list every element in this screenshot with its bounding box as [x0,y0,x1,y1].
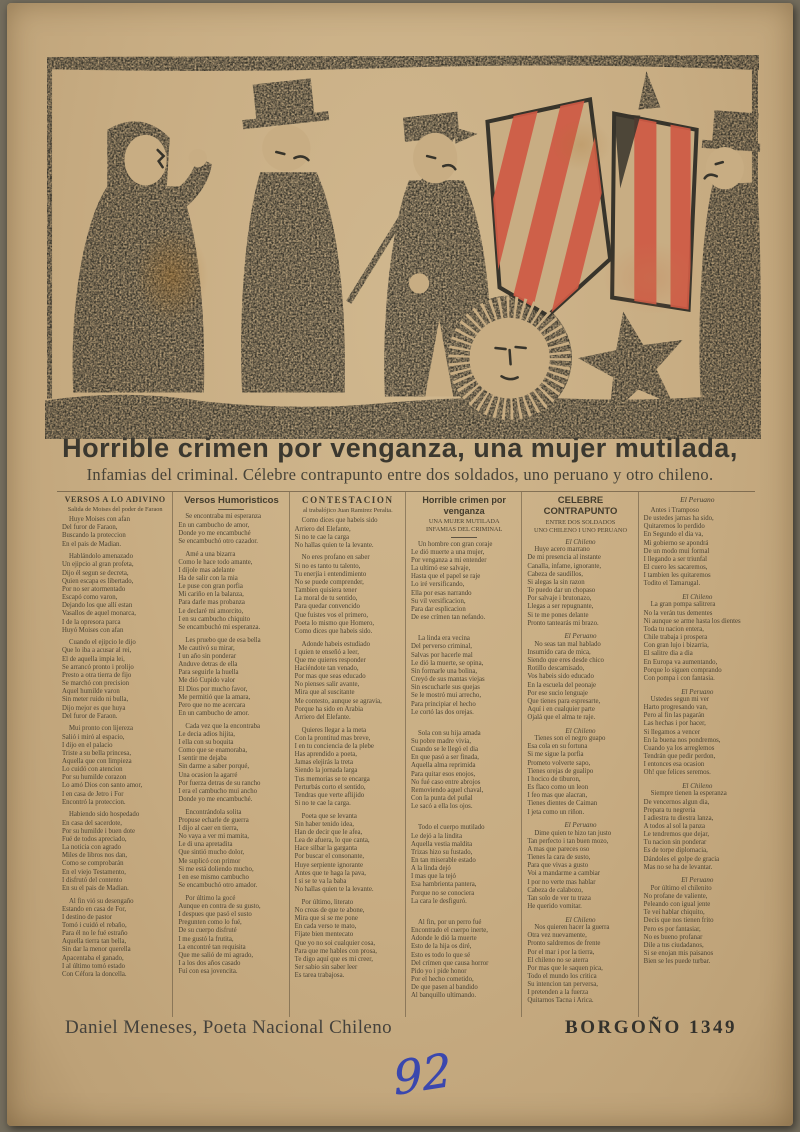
speaker-label: El Chileno [682,593,713,602]
stanza: Por último la gocé Aunque en contra de su gusto, I despues que pasó el susto Pregunten como lo fué, De su cuerpo disfruté I me gustó la frutita, La encontré tan requisita Que me salió de mi agrado, I a los dos años casado Fuí con esa jovencita. [178,894,261,976]
column-title: Horrible crimen por venganza [422,495,506,516]
stanza: Un hombre con gran coraje Le dió muerte a una mujer, Por venganza a mi entender La ultimó ese salvaje, Hasta que el papel se raje Lo iré versificando, Ella por esas narrando Su vil versificacion, Para dar esplicacion De ese crímen tan nefando. [411,540,493,622]
broadside-paper [7,3,793,1126]
column-title: El Peruano [680,495,715,504]
stanza: Habiendo sido hospedado En casa del sacerdote, Por su humilde i buen dote Fué de todos apreciado, La noticia con agrado Miles de libros nos dan, Como se comprobarán En el viejo Testamento, I disfrutó del contento En su el pais de Madian. [62,811,140,892]
verse-column-6 [639,492,755,1017]
stanza: Huye Moises con afan Del furor de Faraon, Buscando la proteccion En el pais de Madian. [62,516,130,548]
stanza: Cada vez que la encontraba Le decia adios hijita, I ella con su boquita Como que se enamoraba, I sentir me dejaba Sin darme a saber porqué, Una ocasion la agarré Por fuerza detras de su rancho I era el cambucho mui ancho Donde yo me encambuché. [178,722,261,804]
right-gentleman-figure [702,110,761,152]
stanza: Ustedes segun mi ver Harto progresando van, Pero al fin las pagarán Las hechas i por hacer, Si llegamos a vencer En la buena nos pondremos, Cuando ya los arreglemos Tendrán que pedir perdon, I entonces esa ocasion Oh! que felices seremos. [643,695,721,777]
woman-hand [189,149,207,167]
column-subtitle: Salida de Moises del poder de Faraon [67,505,163,513]
column-subtitle: ENTRE DOS SOLDADOS [545,518,616,526]
stanza: Sola con su hija amada Su pobre madre vivia, Cuando se le llegó el dia En que pasó a ser finada, Aquella alma reprimida Para quitar esos enojos, No fué caso entre abrojos Removiendo aquel chaval, Con la punta del puñal Le sacó a ella los ojos. [411,729,484,811]
verse-column-5 [522,492,638,1017]
speaker-label: El Chileno [682,781,713,790]
page-subtitle: Infamias del criminal. Célebre contrapunto entre dos soldados, uno peruano y otro chileno. [86,465,714,484]
gentleman-figure [239,77,330,129]
woodcut-illustration [45,55,761,439]
stanza: Por último el chilenito No profane de valiente, Peleando con igual jente Te veí hablar chiquito, Decis que nos tienen frito Pero es por fantasiar, No es bueno profanar Dile a tus ciudadanos, Si se enojan mis paisanos Bien se les puede turbar. [643,884,714,966]
column-title: Versos Humoristicos [184,495,279,506]
column-header [62,495,168,513]
stanza: Al fin, por un perro fué Encontrado el cuerpo inerte, Adonde le dió la muerte Esto de la hija os diré, Esto es todo lo que sé Del crímen que causa horror Pido yo i pide honor Por el hecho cometido, De que pasen al bandido Al banquillo ultimando. [411,918,489,1000]
sun-nose [510,350,511,364]
column-subtitle: UNO CHILENO I UNO PERUANO [533,527,628,535]
stanza: La gran pompa salitrera No la verán tus dementes Ni aunque se arme hasta los dientes Toda tu nacion entera, Chile trabaja i prospera Con gran lujo i bizarria, El salitre dia a dia En Europa va aumentando, Porque lo siguen comprando Con pompa i con fantasia. [643,601,741,682]
stanza: Adonde habeis estudiado I quien te enseñó a leer, Que me quieres responder Haciéndote tan venado, Por mas que seas educado No pienses salir avante, Mira que al suscitante Me contesto, aunque se agravia, Porque ha sido en Arabia Arriero del Elefante. [294,640,382,721]
column-header [178,495,284,510]
column-subtitle: INFAMIAS DEL CRIMINAL [426,526,503,534]
column-header [295,495,401,514]
column-header [411,495,517,538]
author-credit: Daniel Meneses, Poeta Nacional Chileno [65,1017,393,1038]
stanza: Siempre tienen la esperanza De vencernos algun dia, Prepara tu negreria I adiestra tu diestra lanza, A todos al sol la panza Le tendremos que dejar, Tu nacion sin ponderar Es de torpe diplomacia, Dándoles el golpe de gracia Mas no se ha de levantar. [643,790,727,871]
flag-pole-tip [638,71,660,109]
column-title: CELEBRE CONTRAPUNTO [543,495,618,518]
header-rule [218,509,244,510]
stanza: Al fin vió su desengaño Estando en casa de For, I destino de pastor Tomó i cuidó el rebaño, Para él no le fué estraño Aquella tierra tan bella, Sin dar la menor querella Apacentaba el ganado, I al último tomó estado Con Céfora la doncella. [62,897,134,978]
stanza: Por último, literato No creas de que te abone, Mira que si se me pone En cada verso te mato, Fíjate bien mentecato Que yo no soi cualquier cosa, Para que me hables con prosa, Te digo aquí que es mi creer, Ser sabio sin saber leer Es tarea trabajosa. [294,898,377,980]
speaker-label: El Peruano [564,632,597,641]
verse-column-3 [290,492,406,1017]
stanza: Dime quien te hizo tan justo Tan perfecto i tan buen mozo, A mas que pareces oso Tienes la cara de susto, Para que vivas a gusto Voi a mandarme a cambiar I por no verte mas hablar Cabeza de calabozo, Tan solo de ver tu traza He querido vomitar. [527,829,612,911]
column-subtitle: al trabalójico Juan Ramirez Peralta. [302,506,393,514]
speaker-label: El Peruano [564,821,597,830]
stanza: Les pruebo que de esa bella Me cautivó su mirar, I un año sin ponderar Anduve detras de ella Para seguirle la huella Me dió Cupido valor El Dios por mucho favor, Me permitió que la amara, Pero que no me acercara En un cambucho de amor. [178,636,261,717]
verse-columns [57,491,755,1017]
verse-column-1 [57,492,173,1017]
stanza: Poeta que se levanta Sin haber tenido idea, Han de decir que le afea, Lea de afuera, lo que canta, Hace silbar la garganta Por buscar el consonante, Huye serpiente ignorante Antes que te haga la pava, I si se te va la baba No hallas quien te la levante. [294,812,374,894]
stanza: Nos quieren hacer la guerra Otra vez nuevamente, Pronto saldremos de frente Por el mar i por la tierra, El chileno no se aterra Por mas que le saquen pica, Todo el mundo los critica Su intencion tan perversa, I pretenden a la fuerza Quitarnos Tacna i Arica. [527,924,610,1005]
stanza: Como dices que habeis sido Arriero del Elefante, Si no te cae la carga No hallas quien te la levante. [294,517,378,549]
ground [45,392,761,439]
verse-column-2 [173,492,289,1017]
stanza: Todo el cuerpo mutilado Le dejó a la lindita Aquella vestia maldita Trizas hizo su fustado, En tan miserable estado A la linda dejó I mas que la tejó Esa hambrienta pantera, Porque no se conociera La cara le desfiguró. [411,824,485,905]
column-title: VERSOS A LO ADIVINO [64,495,166,504]
stanza: Amé a una bizarra Como le hace todo amante, I díjole mas adelante Ha de salir con la mia Le puse con gran porfia Mi cariño en la balanza, Para darle mas probanza Le declaré mi amorcito, I en su cambucho chiquito Se encambuchó mi esperanza. [178,550,261,631]
verse-column-4 [406,492,522,1017]
stanza: Quieres llegar a la meta Con la prontitud mas breve, I en tu conciencia de la plebe Has aprendido a poeta, Jamas elejirás la treta Siendo la jornada larga Tus memorias se te encarga Perturbás corto el sentido, Tendras que verte aflijido Si no te cae la carga. [294,726,374,807]
handwritten-number: 92 [391,1042,454,1106]
stanza: Antes i Tramposo De ustedes jamas ha sido, Quitaremos lo perdido En Segundo el dia va, Mi gobierno se apondrá De un modo mui formal I llegando a ser triunfal El cuero les sacaremos, I tambien les quitaremos Todito el Tamarugal. [643,507,714,588]
stanza: Mui pronto con lijereza Salió i miró al espacio, I dijo en el palacio Triste a su bella princesa, Aquella que con limpieza Lo cuidó con atencion Por su humilde corazon Lo amó Dios con santo amor, I en casa de Jetro i For Encontró la proteccion. [62,725,143,806]
stanza: No seas tan mal hablado Insumido cara de mica, Siendo que eres desde chico Rotillo descamisado, Vos habeis sido educado En la escuela del peonaje Por ese sucio lenguaje Que tienes para espresarte, Aquí i en cualquier parte Ojalá que el alma te raje. [527,640,604,722]
speaker-label: El Chileno [565,537,596,546]
column-header [644,495,751,504]
speaker-label: El Peruano [681,876,714,885]
footer [65,1017,737,1039]
stanza: Huye acero marrano De mi presencia al instante Canalla, infame, ignorante, Cabeza de saudillos, Si alegas la sin razon Te puedo dar un chopaso Por salvaje i brutonazo, Llegas a ser repugnante, Si te me pones delante Pronto tantearás mi brazo. [527,546,602,627]
speaker-label: El Chileno [565,915,596,924]
right-gentleman-face [706,147,744,189]
page-title: Horrible crimen por venganza, una mujer mutilada, [62,433,738,463]
stanza: Cuando el ejipcio le dijo Que lo iba a acusar al rei, El de aquella impia lei, Se arrancó pronto i prolijo Presto a otra tierra de fijo Se marchó con precision Aquel humilde varon Sin meter ruido ni bulla, Dijo mejor es que huya Del furor de Faraon. [62,639,136,720]
stanza: Encontrándola solita Propuse echarle de guerra I dijo al caer en tierra, No vaya a ver mi mamita, Le di una apretadita Que sintió mucho dolor, Me suplicó con primor Si me está doliendo mucho, I en ese mismo cambucho Se encambuchó otro amador. [178,808,258,890]
column-subtitle: UNA MUJER MUTILADA [428,517,500,525]
frame-left [47,59,52,399]
column-header [527,495,633,535]
stanza: Tienes son el negro guapo Esa cola en su fortuna Si me sigue la porfia Prometo volverte sapo, Tienes orejas de gualipo I hocico de tiburon, Es flaco como un leon I feo mas que alacran, Tienes dientes de Caiman I jeta como un riñon. [527,735,606,816]
soldier-hand [409,273,429,293]
imprint-address: BORGOÑO 1349 [565,1017,737,1038]
stanza: Se encontraba mi esperanza En un cambucho de amor, Donde yo me encambuché Se encambuchó otro cazador. [178,513,261,545]
speaker-label: El Peruano [681,687,714,696]
frame-top [47,55,759,71]
stanza: No eres profano en saber Si no es tanto tu talento, Tu enerjía i entendimiento No se puede comprender, Tambien quisiera tener La moral de tu sentido, Para quedar convencido Que fuistes vos el primero, Poeta lo mismo que Homero, Como dices que habeis sido. [294,554,375,635]
speaker-label: El Chileno [565,726,596,735]
stanza: Hablándolo amenazado Un ejipcio al gran profeta, Dijo él segun se decreta, Quien escapa es libertado, Por no ser atormentado Escapó como varon, Dejando los que allí estan Vasallos de aquel monarca, I de la opresora parca Huyó Moises con afan [62,553,136,634]
column-title: CONTESTACION [302,495,394,505]
header-rule [451,537,477,538]
stanza: La linda era vecina Del perverso criminal, Salvas por hacerle mal Le dió la muerte, se opina, Sin formarle una bolina, Creyó de sus mantas viejas Sin escucharle sus quejas Se le mostró mui arrecho, Para principiar el hecho Le cortó las dos orejas. [411,635,485,716]
gentleman-face [262,125,310,171]
